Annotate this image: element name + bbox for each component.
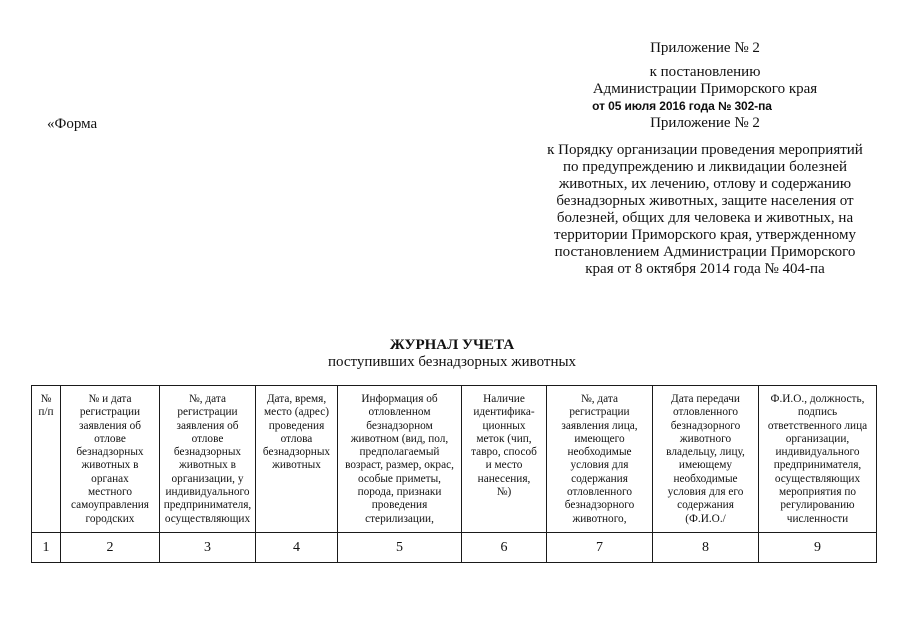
column-header-line: место (адрес) <box>264 406 329 419</box>
column-header-line: мероприятия по <box>778 486 857 499</box>
form-label: «Форма <box>47 115 98 132</box>
column-header-line: животных в <box>81 459 139 472</box>
column-header-line: безнадзорного <box>670 419 741 432</box>
column-header-line: животном (вид, пол, <box>350 432 449 445</box>
column-header-9 <box>759 386 877 533</box>
journal-title: ЖУРНАЛ УЧЕТА <box>389 336 515 353</box>
column-header-line: осуществляющих <box>164 512 251 525</box>
column-header-line: регулированию <box>780 499 855 512</box>
procedure-reference-line: края от 8 октября 2014 года № 404-па <box>585 260 825 277</box>
column-header-7 <box>547 386 653 533</box>
column-header-line: стерилизации, <box>365 512 434 525</box>
table-number-row <box>32 533 877 563</box>
column-header-line: № <box>40 393 52 405</box>
column-header-line: идентифика- <box>473 406 535 419</box>
registration-table <box>31 385 877 563</box>
column-header-line: безнадзорных <box>76 446 144 459</box>
column-header-line: отловленного <box>672 406 739 419</box>
column-header-line: проведения <box>268 419 325 432</box>
column-header-3 <box>160 386 256 533</box>
column-header-line: необходимые <box>567 446 632 459</box>
column-header-line: порода, признаки <box>357 486 442 499</box>
column-header-line: регистрации <box>177 406 238 419</box>
procedure-reference-line: безнадзорных животных, защите населения от <box>556 192 854 209</box>
column-header-line: индивидуального <box>165 486 250 499</box>
column-number-8: 8 <box>653 533 759 563</box>
column-header-1 <box>32 386 61 533</box>
column-header-line: организации, у <box>171 472 244 485</box>
column-header-line: животных <box>272 459 321 472</box>
column-header-line: условия для <box>570 459 629 472</box>
column-header-line: (Ф.И.О./ <box>685 512 726 525</box>
column-header-line: Дата, время, <box>266 393 327 405</box>
procedure-reference <box>535 142 875 278</box>
column-header-line: животных в <box>179 459 236 472</box>
column-header-line: заявления об <box>176 419 239 432</box>
column-header-line: ответственного лица <box>767 419 868 432</box>
column-header-line: регистрации <box>79 406 141 419</box>
column-header-line: регистрации <box>569 406 630 419</box>
column-number-5: 5 <box>338 533 462 563</box>
column-header-line: №) <box>496 486 512 499</box>
column-header-4 <box>256 386 338 533</box>
column-header-line: отлове <box>94 432 126 445</box>
column-header-line: ционных <box>482 419 526 432</box>
column-header-line: имеющему <box>678 459 733 472</box>
resolution-reference-block <box>555 64 855 132</box>
column-header-line: осуществляющих <box>774 472 861 485</box>
column-number-7: 7 <box>547 533 653 563</box>
column-header-line: нанесения, <box>477 472 531 485</box>
column-header-8 <box>653 386 759 533</box>
procedure-reference-line: по предупреждению и ликвидации болезней <box>563 158 847 175</box>
appendix-label-2: Приложение № 2 <box>650 114 760 131</box>
column-header-line: возраст, размер, окрас, <box>345 459 454 472</box>
column-header-line: имеющего <box>574 432 625 445</box>
procedure-reference-line: постановлением Администрации Приморского <box>554 243 856 260</box>
resolution-date-stamp: от 05 июля 2016 года № 302-па <box>592 98 772 113</box>
column-header-line: № и дата <box>88 393 132 405</box>
column-header-line: меток (чип, <box>476 432 532 445</box>
appendix-label: Приложение № 2 <box>650 40 760 56</box>
column-header-line: численности <box>786 512 849 525</box>
column-header-line: отлове <box>191 432 224 445</box>
column-header-5 <box>338 386 462 533</box>
column-header-line: животного <box>679 432 732 445</box>
column-header-line: отловленного <box>566 486 633 499</box>
procedure-reference-line: к Порядку организации проведения мероприятий <box>547 141 863 158</box>
procedure-reference-line: животных, их лечению, отлову и содержанию <box>558 175 852 192</box>
column-header-line: безнадзорном <box>366 419 433 432</box>
column-header-line: необходимые <box>673 472 738 485</box>
column-header-line: №, дата <box>581 393 618 405</box>
procedure-reference-line: территории Приморского края, утвержденному <box>554 226 856 243</box>
column-header-line: отлова <box>280 432 313 445</box>
column-header-line: условия для его <box>667 486 744 499</box>
column-header-line: Наличие <box>483 393 525 405</box>
column-header-line: органах <box>91 472 129 485</box>
resolution-reference: к постановлению <box>649 63 761 80</box>
column-header-line: №, дата <box>189 393 226 405</box>
column-header-line: владельцу, лицу, <box>666 446 745 459</box>
column-header-line: животного, <box>572 512 627 525</box>
column-header-2 <box>61 386 160 533</box>
column-header-line: городских <box>85 512 135 525</box>
column-header-line: местного <box>87 486 133 499</box>
column-header-line: безнадзорного <box>564 499 635 512</box>
column-header-line: и место <box>485 459 523 472</box>
table-header-row <box>32 386 877 533</box>
column-header-line: безнадзорных <box>173 446 242 459</box>
column-header-line: Дата передачи <box>671 393 740 405</box>
column-header-line: особые приметы, <box>357 472 442 485</box>
column-header-line: Информация об <box>361 393 438 405</box>
column-header-line: предпринимателя, <box>773 459 862 472</box>
column-header-line: содержания <box>571 472 628 485</box>
column-header-line: предполагаемый <box>359 446 440 459</box>
column-header-line: отловленном <box>368 406 431 419</box>
column-header-line: Ф.И.О., должность, <box>770 393 865 405</box>
column-header-line: заявления об <box>78 419 142 432</box>
column-header-6 <box>462 386 547 533</box>
column-header-line: заявления лица, <box>561 419 638 432</box>
column-header-line: организации, <box>785 432 850 445</box>
column-header-line: тавро, способ <box>471 446 537 459</box>
column-number-6: 6 <box>462 533 547 563</box>
column-number-3: 3 <box>160 533 256 563</box>
column-header-line: безнадзорных <box>262 446 331 459</box>
column-number-9: 9 <box>759 533 877 563</box>
column-number-4: 4 <box>256 533 338 563</box>
column-header-line: подпись <box>797 406 838 419</box>
column-number-1: 1 <box>32 533 61 563</box>
administration-name: Администрации Приморского края <box>592 80 818 97</box>
journal-subtitle: поступивших безнадзорных животных <box>327 353 577 370</box>
column-header-line: содержания <box>677 499 734 512</box>
column-header-line: предпринимателя, <box>163 499 252 512</box>
column-number-2: 2 <box>61 533 160 563</box>
column-header-line: проведения <box>371 499 428 512</box>
column-header-line: п/п <box>38 406 54 419</box>
column-header-line: индивидуального <box>775 446 860 459</box>
column-header-line: самоуправления <box>70 499 149 512</box>
procedure-reference-line: болезней, общих для человека и животных, на <box>556 209 854 226</box>
